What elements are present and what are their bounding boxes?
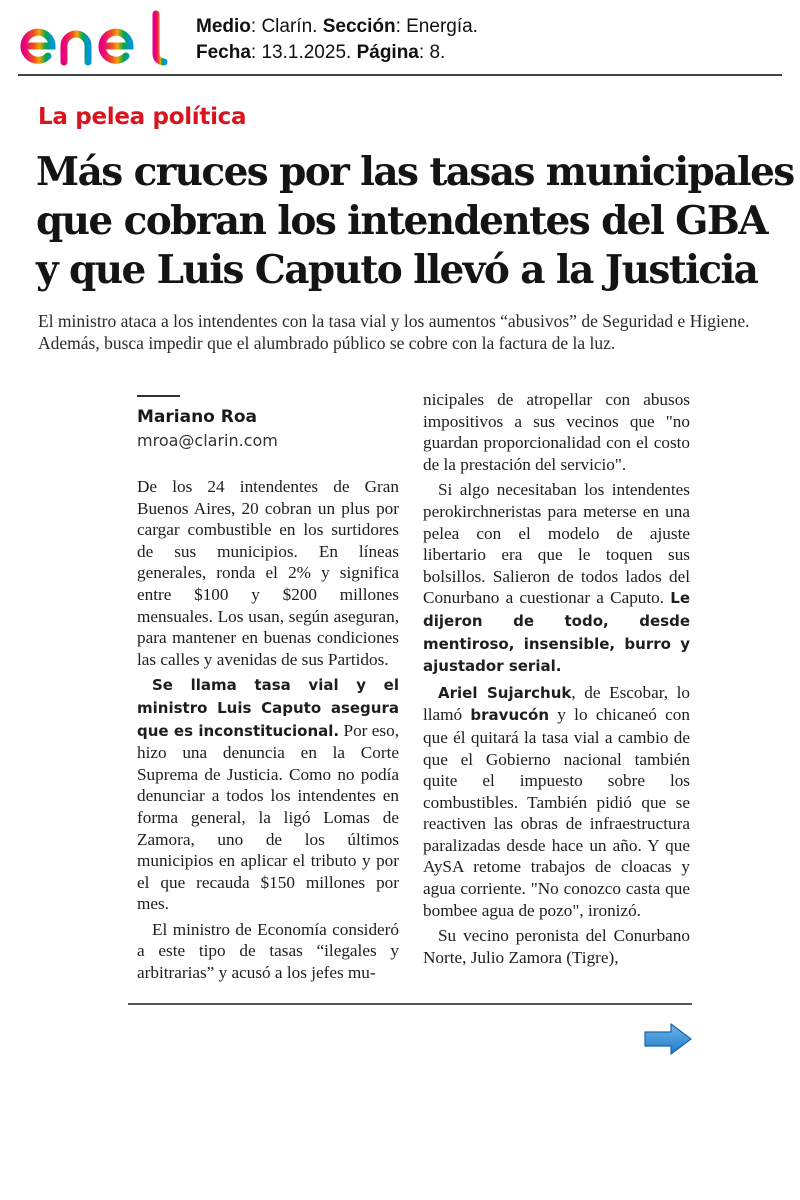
author-email: mroa@clarin.com (137, 431, 278, 450)
fecha-label: Fecha (196, 42, 251, 63)
paragraph: El ministro de Economía consideró a este tipo de tasas “ilegales y arbitrarias” y acusó a los jefes mu- (137, 919, 399, 983)
article-column-2 (423, 389, 690, 968)
article-column-1 (137, 476, 399, 984)
enel-logo (18, 8, 168, 72)
header-divider (18, 74, 782, 76)
medio-label: Medio (196, 16, 251, 37)
fecha-value: : 13.1.2025. (250, 42, 357, 63)
pagina-label: Página (356, 42, 419, 63)
paragraph-text: Si algo necesitaban los intendentes perokirchneristas para meterse en una pelea con el modelo de ajuste libertario era que le toquen sus bolsillos. Salieron de todos lados del Conurbano a cuestionar a Caputo. (423, 480, 690, 608)
arrow-right-icon[interactable] (643, 1022, 693, 1056)
paragraph-text: Por eso, hizo una denuncia en la Corte Suprema de Justicia. Como no podía denunciar a todos los intendentes en forma general, la ligó Lomas de Zamora, uno de los últimos municipios en aplicar el tributo y por el que recauda $150 millones por mes. (137, 720, 399, 914)
meta-line-2 (196, 40, 478, 66)
pagina-value: : 8. (418, 42, 446, 63)
headline-line-3: y que Luis Caputo llevó a la Justicia (36, 247, 758, 293)
bottom-divider (128, 1003, 692, 1005)
paragraph: Su vecino peronista del Conurbano Norte, Julio Zamora (Tigre), (423, 926, 690, 967)
bold-text: Ariel Sujarchuk (438, 683, 572, 702)
paragraph: nicipales de atropellar con abusos impositivos a sus vecinos que "no guardan proporcionalidad con el costo de la prestación del servicio". (423, 390, 690, 474)
headline-line-2: que cobran los intendentes del GBA (36, 198, 767, 244)
paragraph (423, 682, 690, 922)
paragraph (137, 674, 399, 915)
seccion-value: : Energía. (395, 16, 478, 37)
headline (36, 148, 794, 295)
author-name: Mariano Roa (137, 407, 258, 427)
bold-text: Se llama tasa vial y el ministro Luis Caputo asegura que es inconstitucional. (137, 676, 399, 740)
bold-text: bravucón (470, 706, 550, 725)
medio-value: : Clarín. (250, 16, 323, 37)
paragraph (423, 479, 690, 677)
document-header (0, 0, 800, 80)
subheadline: El ministro ataca a los intendentes con la tasa vial y los aumentos “abusivos” de Seguridad e Higiene. Además, busca impedir que el alumbrado público se cobre con la factura de la luz. (38, 311, 750, 353)
paragraph: De los 24 intendentes de Gran Buenos Aires, 20 cobran un plus por cargar combustible en los surtidores de sus municipios. En líneas generales, ronda el 2% y significa entre $100 y $200 millones mensuales. Los usan, según aseguran, para mantener en buenas condiciones las calles y avenidas de sus Partidos. (137, 477, 399, 669)
headline-line-1: Más cruces por las tasas municipales (36, 149, 794, 195)
author-divider (137, 395, 180, 397)
seccion-label: Sección (322, 16, 396, 37)
section-label: La pelea política (38, 104, 247, 130)
meta-line-1 (196, 14, 478, 40)
bold-text: Le dijeron de todo, desde mentiroso, insensible, burro y ajustador serial. (423, 589, 690, 676)
paragraph-text: , de Escobar, lo llamó (423, 682, 690, 725)
paragraph-text: y lo chicaneó con que él quitará la tasa vial a cambio de que el Gobierno nacional también quite el impuesto sobre los combustibles. También pidió que se reactiven las obras de infraestructura paralizadas desde hace un año. Y que AySA retome trabajos de cloacas y agua corriente. "No conozco casta que bombee agua de pozo", ironizó. (423, 705, 690, 920)
document-meta (196, 14, 478, 66)
